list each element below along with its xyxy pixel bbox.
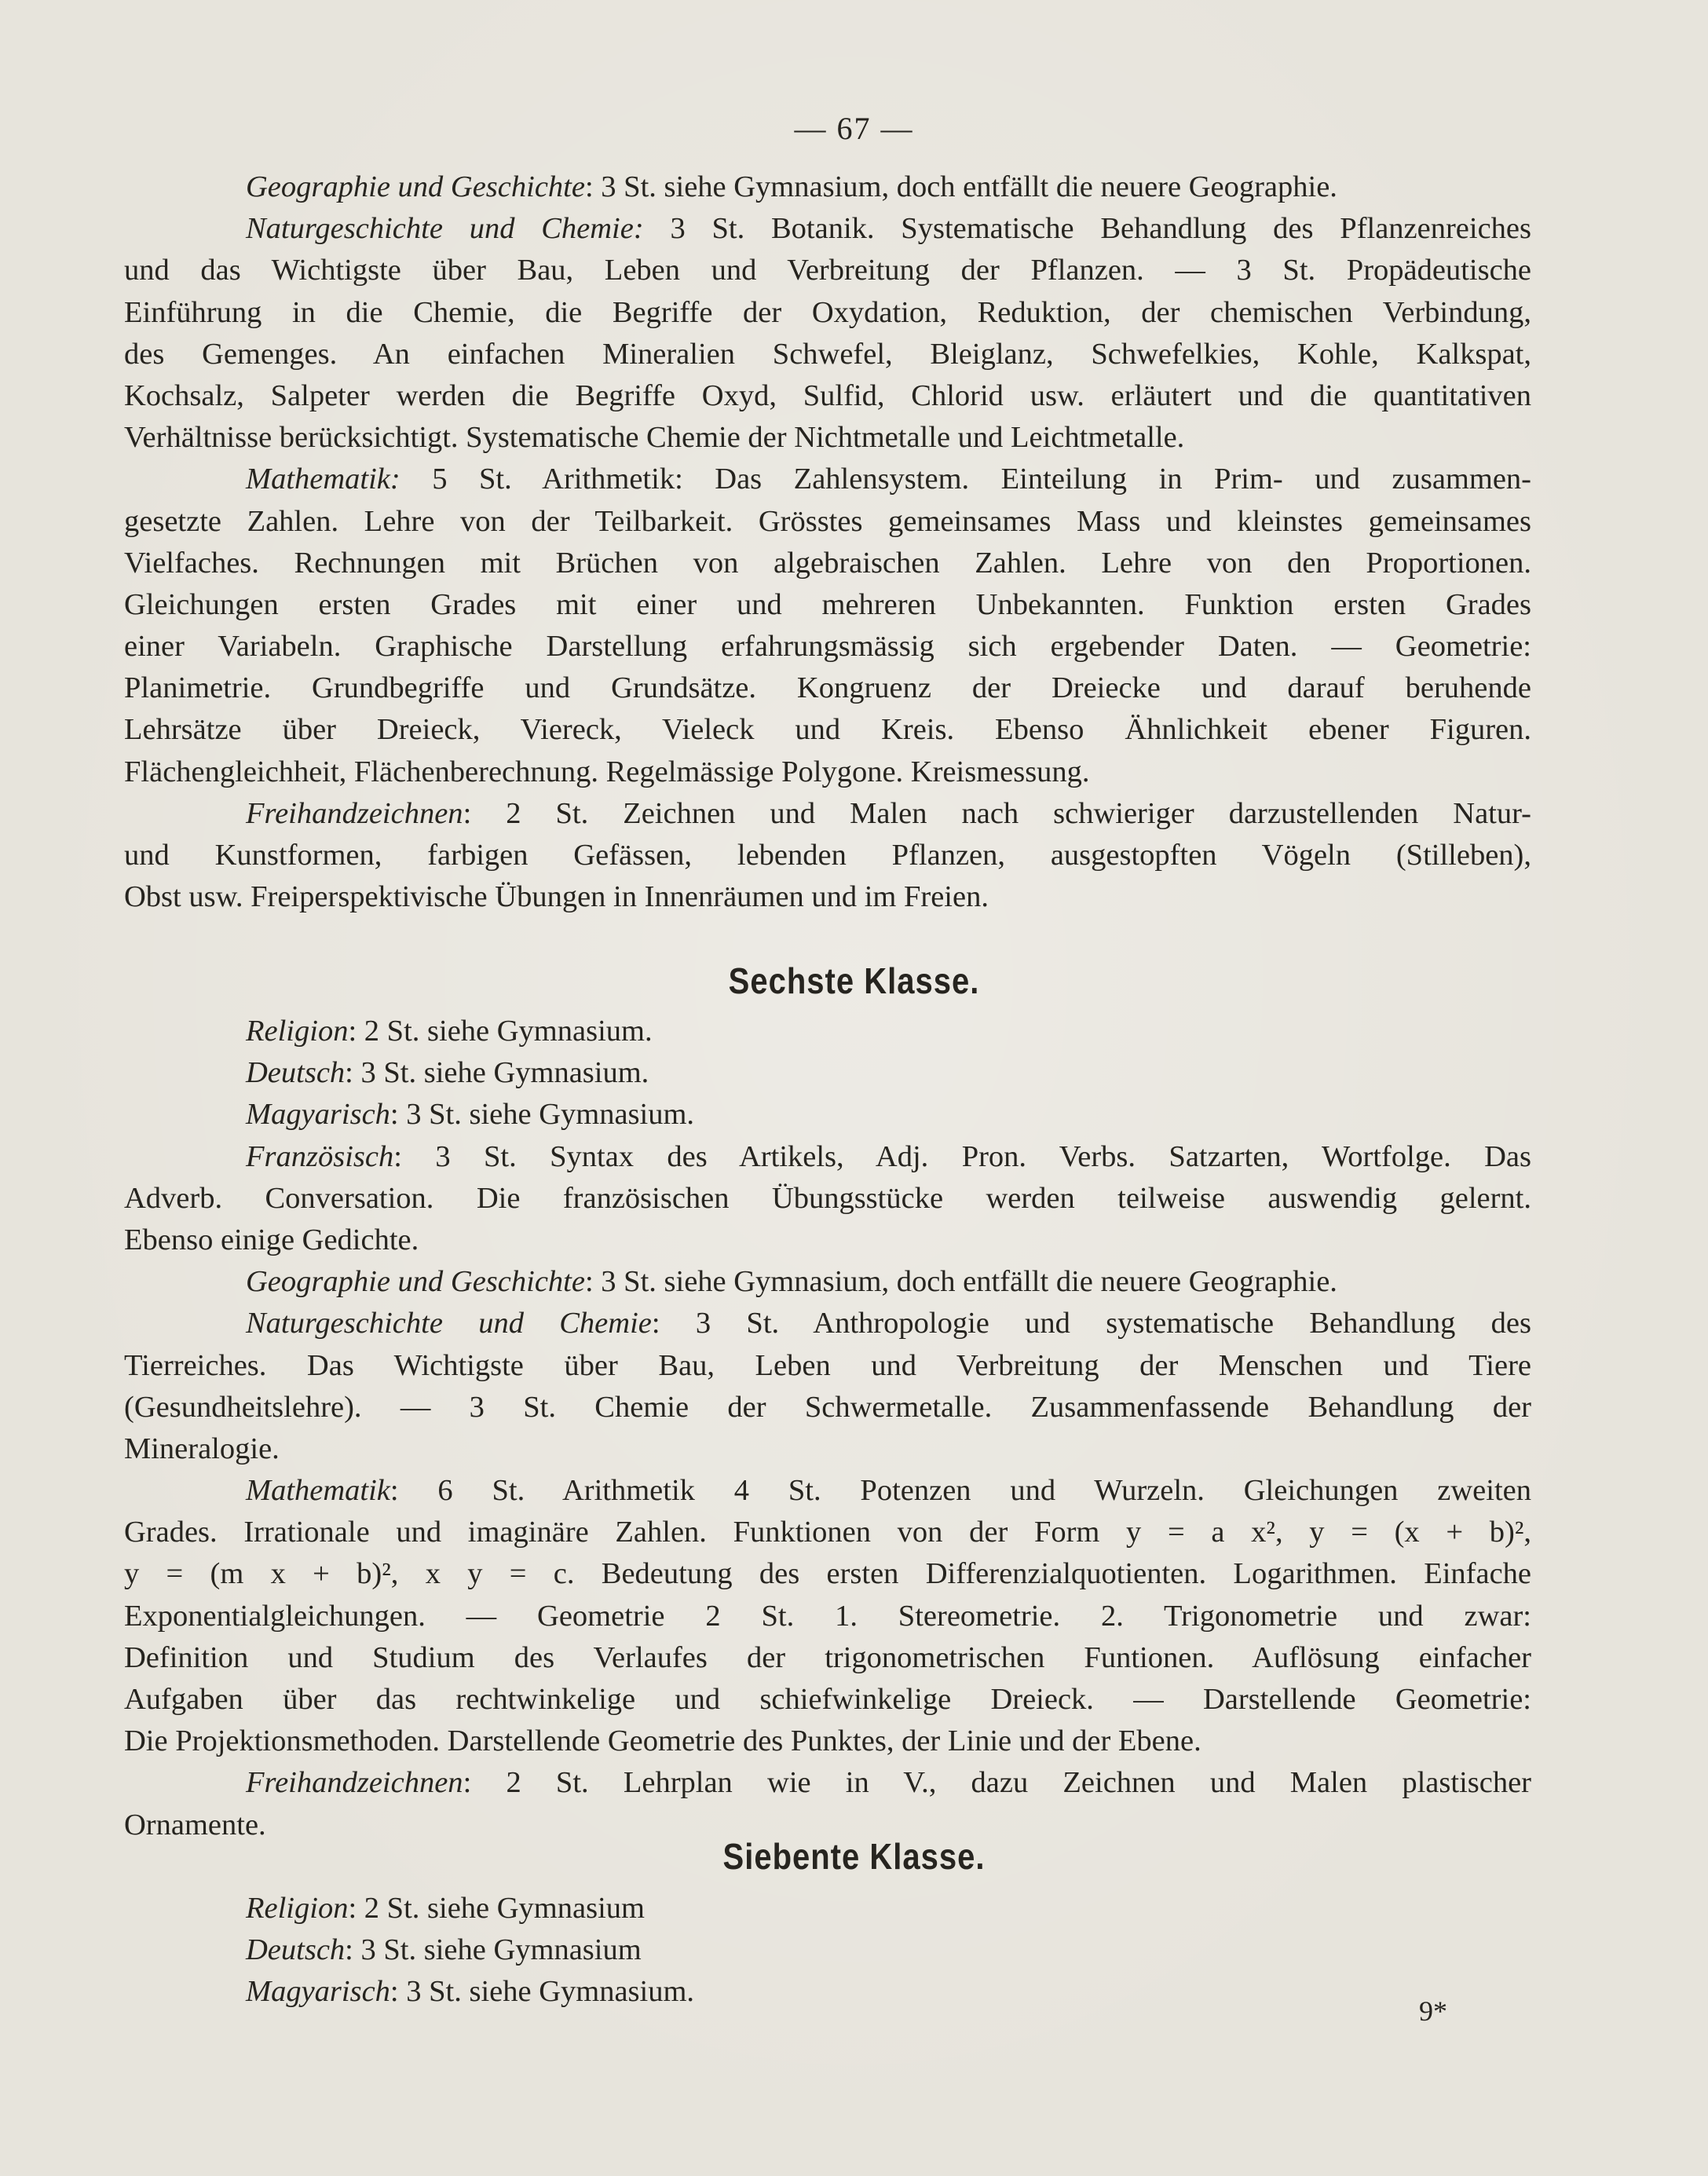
subject-label: Mathematik: [246, 463, 400, 496]
line-text: Obst usw. Freiperspektivische Übungen in Innenräumen und im Freien. [124, 880, 989, 914]
subject-separator: : [348, 1015, 357, 1048]
subject-label: Deutsch [246, 1933, 346, 1967]
text-line [124, 1470, 1531, 1512]
text-line [124, 166, 1531, 208]
line-text: Einführung in die Chemie, die Begriffe der Oxydation, Reduktion, der chemischen Verbindung, [124, 295, 1531, 329]
text-line [124, 1136, 1531, 1178]
line-text: 2 St. siehe Gymnasium [357, 1892, 645, 1925]
line-text: gesetzte Zahlen. Lehre von der Teilbarkeit. Grösstes gemeinsames Mass und kleinstes gemeinsames [124, 504, 1531, 538]
text-line [124, 626, 1531, 667]
line-text: einer Variabeln. Graphische Darstellung erfahrungsmässig sich ergebender Daten. — Geometrie: [124, 630, 1531, 664]
text-line [124, 1971, 1531, 2013]
subject-separator: : [651, 1307, 660, 1340]
signature-mark: 9* [1419, 1995, 1447, 2027]
subject-separator: : [584, 170, 594, 203]
text-line [124, 1929, 1531, 1971]
text-line [124, 1512, 1531, 1553]
line-text: Vielfaches. Rechnungen mit Brüchen von algebraischen Zahlen. Lehre von den Proportionen. [124, 546, 1531, 580]
text-block-siebente-klasse [124, 1888, 1531, 2013]
subject-label: Freihandzeichnen [246, 1766, 463, 1800]
subject-separator: : [345, 1933, 353, 1967]
line-text: 3 St. siehe Gymnasium. [398, 1098, 695, 1132]
line-text: (Gesundheitslehre). — 3 St. Chemie der Schwermetalle. Zusammenfassende Behandlung der [124, 1390, 1531, 1424]
subject-label: Naturgeschichte und Chemie [246, 1307, 652, 1340]
text-line [124, 876, 1531, 918]
text-line [124, 1596, 1531, 1637]
text-line [124, 250, 1531, 291]
text-line [124, 1220, 1531, 1261]
subject-separator: : [390, 1975, 399, 2009]
line-text: Exponentialgleichungen. — Geometrie 2 St. 1. Stereometrie. 2. Trigonometrie und zwar: [124, 1599, 1531, 1633]
text-line [124, 1094, 1531, 1136]
line-text: 6 St. Arithmetik 4 St. Potenzen und Wurzeln. Gleichungen zweiten [398, 1474, 1531, 1508]
text-line [124, 208, 1531, 250]
subject-separator: : [390, 1098, 399, 1132]
line-text: Gleichungen ersten Grades mit einer und mehreren Unbekannten. Funktion ersten Grades [124, 587, 1531, 621]
subject-label: Freihandzeichnen [246, 796, 463, 830]
line-text: 3 St. siehe Gymnasium [353, 1933, 642, 1967]
text-line [124, 584, 1531, 626]
subject-label: Französisch [246, 1139, 394, 1173]
text-line [124, 1052, 1531, 1094]
line-text: des Gemenges. An einfachen Mineralien Schwefel, Bleiglanz, Schwefelkies, Kohle, Kalkspat, [124, 337, 1531, 371]
line-text: Lehrsätze über Dreieck, Viereck, Vieleck und Kreis. Ebenso Ähnlichkeit ebener Figuren. [124, 713, 1531, 747]
subject-separator: : [463, 796, 472, 830]
text-line [124, 1387, 1531, 1428]
subject-label: Magyarisch [246, 1098, 390, 1132]
text-line [124, 1888, 1531, 1929]
text-line [124, 1762, 1531, 1804]
heading-sechste-klasse: Sechste Klasse. [728, 961, 980, 1002]
subject-separator: : [345, 1056, 353, 1090]
line-text: 5 St. Arithmetik: Das Zahlensystem. Einteilung in Prim- und zusammen- [400, 463, 1531, 496]
page-number: — 67 — [794, 111, 914, 146]
heading-siebente-klasse: Siebente Klasse. [722, 1837, 986, 1878]
text-line [124, 835, 1531, 876]
text-line [124, 667, 1531, 709]
line-text: Flächengleichheit, Flächenberechnung. Regelmässige Polygone. Kreismessung. [124, 755, 1090, 788]
line-text: 2 St. Zeichnen und Malen nach schwieriger darzustellenden Natur- [471, 796, 1531, 830]
text-line [124, 501, 1531, 543]
text-line [124, 1261, 1531, 1303]
text-line [124, 1303, 1531, 1344]
text-line [124, 543, 1531, 584]
line-text: Ebenso einige Gedichte. [124, 1223, 419, 1256]
text-line [124, 292, 1531, 334]
subject-label: Geographie und Geschichte [246, 1265, 585, 1299]
text-block-fuenfte-klasse-end [124, 166, 1531, 918]
subject-separator: : [390, 1474, 399, 1508]
text-line [124, 334, 1531, 375]
text-line [124, 709, 1531, 751]
line-text: Mineralogie. [124, 1432, 280, 1465]
line-text: Grades. Irrationale und imaginäre Zahlen. Funktionen von der Form y = a x², y = (x + b)², [124, 1516, 1531, 1549]
text-line [124, 375, 1531, 417]
text-line [124, 1178, 1531, 1220]
line-text: Tierreiches. Das Wichtigste über Bau, Leben und Verbreitung der Menschen und Tiere [124, 1348, 1531, 1382]
line-text: und Kunstformen, farbigen Gefässen, lebenden Pflanzen, ausgestopften Vögeln (Stilleben), [124, 839, 1531, 872]
line-text: 3 St. siehe Gymnasium. [353, 1056, 649, 1090]
line-text: 3 St. siehe Gymnasium, doch entfällt die neuere Geographie. [593, 170, 1337, 203]
text-line [124, 793, 1531, 835]
text-line [124, 417, 1531, 459]
text-line [124, 1345, 1531, 1387]
line-text: Ornamente. [124, 1808, 266, 1841]
line-text: 2 St. siehe Gymnasium. [357, 1015, 653, 1048]
subject-separator: : [463, 1766, 472, 1800]
subject-label: Naturgeschichte und Chemie: [246, 212, 644, 246]
text-line [124, 1721, 1531, 1762]
text-line [124, 459, 1531, 500]
line-text: 3 St. Anthropologie und systematische Behandlung des [660, 1307, 1531, 1340]
subject-label: Magyarisch [246, 1975, 390, 2009]
subject-separator: : [393, 1139, 402, 1173]
line-text: Adverb. Conversation. Die französischen Übungsstücke werden teilweise auswendig gelernt. [124, 1181, 1531, 1215]
line-text: 3 St. Syntax des Artikels, Adj. Pron. Verbs. Satzarten, Wortfolge. Das [401, 1139, 1531, 1173]
subject-label: Religion [246, 1015, 349, 1048]
line-text: Die Projektionsmethoden. Darstellende Geometrie des Punktes, der Linie und der Ebene. [124, 1724, 1201, 1758]
text-line [124, 1679, 1531, 1721]
line-text: 3 St. Botanik. Systematische Behandlung des Pflanzenreiches [643, 212, 1531, 246]
subject-separator: : [348, 1892, 357, 1925]
line-text: y = (m x + b)², x y = c. Bedeutung des ersten Differenzialquotienten. Logarithmen. Einfache [124, 1557, 1531, 1591]
text-line [124, 1637, 1531, 1679]
line-text: Aufgaben über das rechtwinkelige und schiefwinkelige Dreieck. — Darstellende Geometrie: [124, 1683, 1531, 1716]
text-block-sechste-klasse [124, 1011, 1531, 1846]
text-line [124, 752, 1531, 793]
text-line [124, 1011, 1531, 1052]
line-text: Planimetrie. Grundbegriffe und Grundsätze. Kongruenz der Dreiecke und darauf beruhende [124, 671, 1531, 705]
line-text: 2 St. Lehrplan wie in V., dazu Zeichnen und Malen plastischer [471, 1766, 1531, 1800]
line-text: und das Wichtigste über Bau, Leben und Verbreitung der Pflanzen. — 3 St. Propädeutische [124, 254, 1531, 287]
line-text: Verhältnisse berücksichtigt. Systematische Chemie der Nichtmetalle und Leichtmetalle. [124, 421, 1185, 455]
subject-label: Geographie und Geschichte [246, 170, 585, 203]
line-text: Definition und Studium des Verlaufes der trigonometrischen Funtionen. Auflösung einfacher [124, 1640, 1531, 1674]
text-line [124, 1553, 1531, 1595]
line-text: 3 St. siehe Gymnasium. [398, 1975, 695, 2009]
subject-label: Religion [246, 1892, 349, 1925]
subject-label: Deutsch [246, 1056, 346, 1090]
subject-separator: : [584, 1265, 594, 1299]
subject-label: Mathematik [246, 1474, 390, 1508]
line-text: 3 St. siehe Gymnasium, doch entfällt die neuere Geographie. [593, 1265, 1337, 1299]
text-line [124, 1428, 1531, 1470]
line-text: Kochsalz, Salpeter werden die Begriffe Oxyd, Sulfid, Chlorid usw. erläutert und die quantitativen [124, 379, 1531, 412]
